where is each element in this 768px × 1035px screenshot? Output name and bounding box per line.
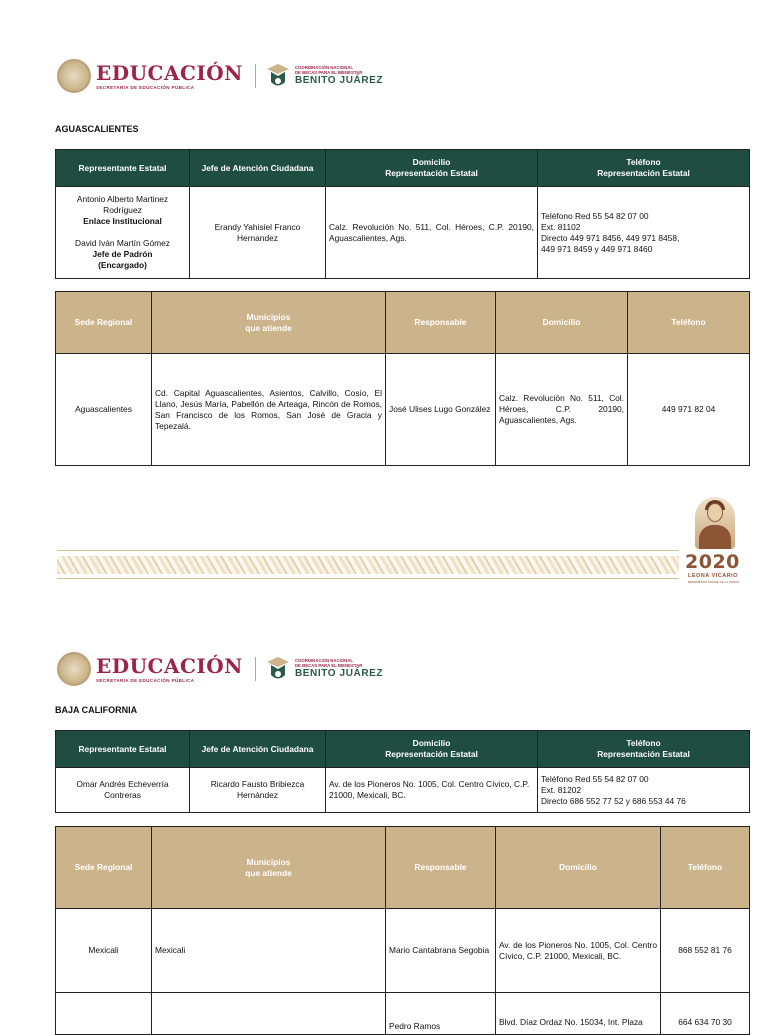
leona-year: 2020 — [685, 551, 740, 573]
leona-portrait-icon — [695, 497, 735, 549]
cell-municipios — [152, 993, 386, 1035]
header-telefono-regional: Teléfono — [661, 827, 750, 909]
header-jefe: Jefe de Atención Ciudadana — [190, 731, 326, 768]
becas-small-line-2: DE BECAS PARA EL BIENESTAR — [294, 70, 363, 75]
state-representation-table — [55, 149, 750, 279]
cell-sede — [56, 993, 152, 1035]
header-municipios: Municipios que atiende — [152, 292, 386, 354]
header-domicilio: Domicilio Representación Estatal — [326, 150, 538, 187]
logo-divider — [255, 64, 256, 88]
leona-subtitle: BENEMÉRITA MADRE DE LA PATRIA — [688, 580, 740, 584]
cell-responsable: José Ulises Lugo González — [386, 354, 496, 466]
header-domicilio-regional: Domicilio — [496, 292, 628, 354]
band-top-line — [57, 550, 679, 551]
cell-domicilio-regional: Blvd. Díaz Ordaz No. 15034, Int. Plaza — [496, 993, 661, 1035]
cell-jefe: Erandy Yahisiel Franco Hernandez — [190, 187, 326, 279]
sep-seal-icon — [57, 59, 91, 93]
benito-juarez-title: BENITO JUÁREZ — [294, 668, 384, 679]
cell-jefe: Ricardo Fausto Bribiezca Hernández — [190, 768, 326, 813]
logo-divider — [255, 657, 256, 681]
cell-domicilio-regional: Calz. Revolución No. 511, Col. Héroes, C.P. 20190, Aguascalientes, Ags. — [496, 354, 628, 466]
becas-small-line-1: COORDINACIÓN NACIONAL — [294, 65, 353, 70]
graduation-cap-icon — [266, 655, 290, 683]
header-responsable: Responsable — [386, 292, 496, 354]
cell-telefono-regional: 868 552 81 76 — [661, 909, 750, 993]
state-title-baja-california: BAJA CALIFORNIA — [55, 705, 138, 715]
cell-telefono: Teléfono Red 55 54 82 07 00 Ext. 81202 Directo 686 552 77 52 y 686 553 44 76 — [538, 768, 750, 813]
header-domicilio-regional: Domicilio — [496, 827, 661, 909]
cell-telefono: Teléfono Red 55 54 82 07 00 Ext. 81102 Directo 449 971 8456, 449 971 8458, 449 971 8459 y 449 971 8460 — [538, 187, 750, 279]
cell-responsable: Pedro Ramos — [386, 993, 496, 1035]
educacion-subtitle: SECRETARÍA DE EDUCACIÓN PÚBLICA — [96, 84, 195, 90]
regional-offices-table — [55, 291, 750, 466]
header-logos — [57, 56, 383, 96]
state-representation-table-bc — [55, 730, 750, 813]
leona-name: LEONA VICARIO — [688, 573, 738, 579]
header-telefono-regional: Teléfono — [628, 292, 750, 354]
cell-responsable: Mario Cantabrana Segobia — [386, 909, 496, 993]
band-bottom-line — [57, 578, 679, 579]
educacion-subtitle: SECRETARÍA DE EDUCACIÓN PÚBLICA — [96, 677, 195, 683]
sep-seal-icon — [57, 652, 91, 686]
graduation-cap-icon — [266, 62, 290, 90]
decorative-band — [57, 556, 679, 574]
becas-small-line-2: DE BECAS PARA EL BIENESTAR — [294, 663, 363, 668]
header-sede: Sede Regional — [56, 827, 152, 909]
header-municipios: Municipios que atiende — [152, 827, 386, 909]
header-domicilio: Domicilio Representación Estatal — [326, 731, 538, 768]
header-representante: Representante Estatal — [56, 731, 190, 768]
header-sede: Sede Regional — [56, 292, 152, 354]
cell-municipios: Cd. Capital Aguascalientes, Asientos, Calvillo, Cosío, El Llano, Jesús María, Pabellón de Arteaga, Rincón de Romos, San Francisco de los Romos, San José de Gracia y Tepezalá. — [152, 354, 386, 466]
state-title-aguascalientes: AGUASCALIENTES — [55, 124, 139, 134]
header-jefe: Jefe de Atención Ciudadana — [190, 150, 326, 187]
becas-small-line-1: COORDINACIÓN NACIONAL — [294, 658, 353, 663]
header-logos-2 — [57, 649, 383, 689]
cell-domicilio: Calz. Revolución No. 511, Col. Héroes, C.P. 20190, Aguascalientes, Ags. — [326, 187, 538, 279]
educacion-title: EDUCACIÓN — [96, 653, 243, 678]
cell-domicilio: Av. de los Pioneros No. 1005, Col. Centro Cívico, C.P. 21000, Mexicali, BC. — [326, 768, 538, 813]
header-telefono: Teléfono Representación Estatal — [538, 731, 750, 768]
cell-telefono-regional: 449 971 82 04 — [628, 354, 750, 466]
cell-domicilio-regional: Av. de los Pioneros No. 1005, Col. Centro Cívico, C.P. 21000, Mexicali, BC. — [496, 909, 661, 993]
regional-offices-table-bc — [55, 826, 750, 1035]
leona-vicario-logo — [683, 497, 747, 587]
cell-representante: Omar Andrés Echeverría Contreras — [56, 768, 190, 813]
cell-telefono-regional: 664 634 70 30 — [661, 993, 750, 1035]
cell-sede: Aguascalientes — [56, 354, 152, 466]
cell-municipios: Mexicali — [152, 909, 386, 993]
header-representante: Representante Estatal — [56, 150, 190, 187]
benito-juarez-title: BENITO JUÁREZ — [294, 75, 384, 86]
educacion-title: EDUCACIÓN — [96, 60, 243, 85]
header-telefono: Teléfono Representación Estatal — [538, 150, 750, 187]
header-responsable: Responsable — [386, 827, 496, 909]
cell-representante: Antonio Alberto Martinez Rodríguez Enlace Institucional David Iván Martín Gómez Jefe de Padrón (Encargado) — [56, 187, 190, 279]
cell-sede: Mexicali — [56, 909, 152, 993]
